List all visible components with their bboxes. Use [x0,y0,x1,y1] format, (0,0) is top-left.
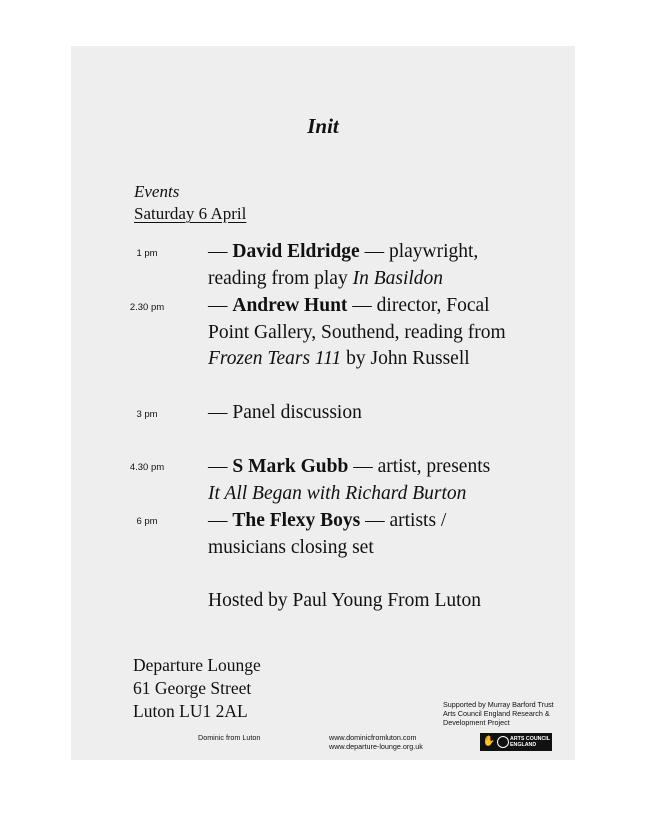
dash: — [360,510,390,531]
event-entry [208,239,568,292]
event-description: artist, presents [377,456,491,477]
support-line: Arts Council England Research & [443,709,550,718]
address-line: 61 George Street [133,678,252,698]
performer-name: The Flexy Boys [232,510,361,531]
website-url[interactable]: www.dominicfromluton.com [329,733,417,742]
event-time: 6 pm [136,516,158,527]
event-date: Saturday 6 April [134,204,247,223]
event-description: reading from play [208,267,353,289]
lottery-arts-council-logo [480,733,552,751]
venue-address [133,654,261,723]
event-entry [208,454,568,507]
performer-name: Andrew Hunt [232,295,348,316]
address-line: Luton LU1 2AL [133,701,248,721]
dash: — [348,456,378,477]
logo-text-line: ENGLAND [510,742,537,748]
dash: — [208,241,233,262]
arts-council-mark-icon [497,736,509,748]
event-description: director, Focal [376,295,490,316]
event-entry [208,400,568,427]
support-line: Development Project [443,718,510,727]
dash: — [347,295,377,316]
event-time: 2.30 pm [129,302,165,313]
events-label: Events [134,182,180,201]
support-line: Supported by Murray Barford Trust [443,700,554,709]
poster-title: Init [307,114,339,138]
event-description: by John Russell [341,348,470,369]
host-line: Hosted by Paul Young From Luton [208,590,482,611]
website-url[interactable]: www.departure-lounge.org.uk [329,742,423,751]
dash: — [208,456,233,477]
event-description: artists / [389,510,447,531]
event-time: 3 pm [136,409,158,420]
event-time: 4.30 pm [129,462,165,473]
performer-name: David Eldridge [232,241,360,262]
dash: — [208,295,233,316]
dash: — [208,510,233,531]
logo-text-line: ARTS COUNCIL [510,736,551,742]
logo-text [510,736,550,748]
event-description: — Panel discussion [208,402,362,423]
work-title: It All Began with Richard Burton [208,482,467,504]
event-entry [208,508,568,561]
poster [71,46,575,760]
event-time: 1 pm [136,248,158,259]
event-description: Point Gallery, Southend, reading from [208,321,506,343]
work-title: In Basildon [352,267,444,289]
performer-name: S Mark Gubb [232,456,349,477]
dash: — [359,241,389,262]
event-description: playwright, [388,241,479,262]
work-title: Frozen Tears 111 [208,348,342,369]
address-line: Departure Lounge [133,655,261,675]
support-credit [443,700,568,727]
event-description: musicians closing set [208,536,374,558]
website-links [329,733,423,751]
event-entry [208,293,568,373]
organiser-credit: Dominic from Luton [198,733,261,742]
lottery-hand-icon: ✋ [482,736,496,747]
